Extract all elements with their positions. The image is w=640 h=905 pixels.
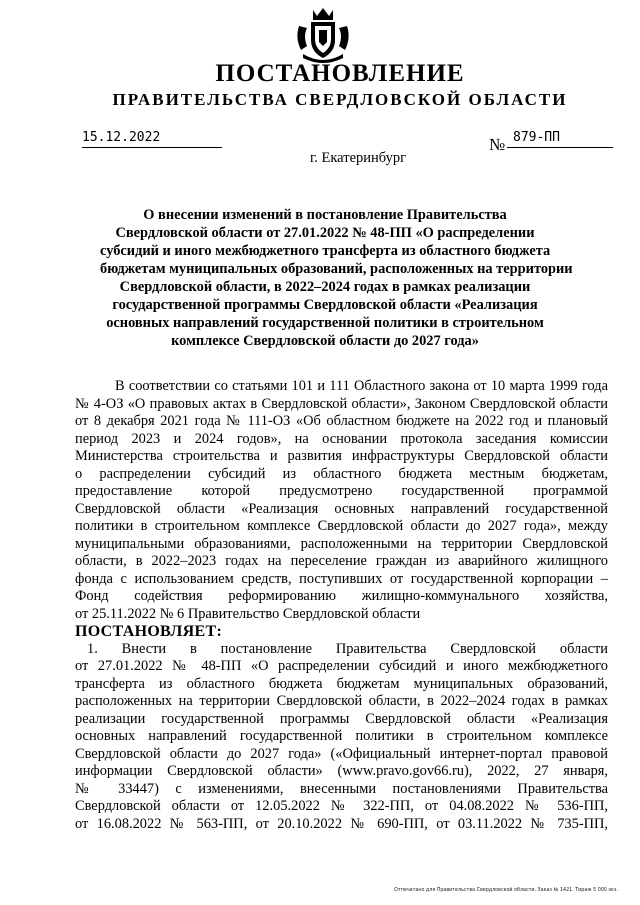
body-line: от 8 декабря 2021 года № 111-ОЗ «Об областном бюджете на 2022 год и плановый [75, 413, 608, 429]
body-line: № 4-ОЗ «О правовых актах в Свердловской области», Законом Свердловской области [75, 395, 608, 412]
document-body [75, 378, 608, 833]
document-subtitle: ПРАВИТЕЛЬСТВА СВЕРДЛОВСКОЙ ОБЛАСТИ [112, 90, 568, 109]
body-line: Министерства строительства и развития инфраструктуры Свердловской области [75, 448, 608, 464]
body-line: период 2023 и 2024 годов», на основании протокола заседания комиссии [75, 430, 608, 447]
body-line: области, в 2022–2023 годах на переселение граждан из аварийного жилищного [75, 553, 608, 569]
heading-line: комплексе Свердловской области до 2027 года» [171, 333, 479, 349]
body-line: реализации государственной программы Свердловской области «Реализация [75, 710, 608, 727]
heading-line: государственной программы Свердловской области «Реализация [112, 297, 538, 313]
body-line: Свердловской области до 2027 года» («Официальный интернет-портал правовой [75, 745, 608, 762]
body-line: политики в строительном комплексе Свердловской области до 2027 года», между [75, 518, 608, 534]
body-line: фонда с использованием средств, поступивших от государственной корпорации – [75, 570, 608, 587]
body-line: муниципальными образованиями, расположенными на территории Свердловской [75, 535, 608, 552]
document-city: г. Екатеринбург [309, 150, 407, 166]
document-heading [100, 206, 573, 350]
heading-line: основных направлений государственной политики в строительном [106, 315, 544, 331]
body-line: основных направлений государственной политики в строительном комплексе [75, 728, 608, 744]
body-line: № 33447) с изменениями, внесенными постановлениями Правительства [75, 780, 608, 797]
body-line: от 27.01.2022 № 48-ПП «О распределении субсидий и иного межбюджетного [75, 658, 608, 674]
body-line: В соответствии со статьями 101 и 111 Областного закона от 10 марта 1999 года [115, 378, 608, 394]
body-line: Свердловской области от 12.05.2022 № 322-ПП, от 04.08.2022 № 536-ПП, [75, 798, 608, 814]
body-line: Свердловской области «Реализация основных направлений государственной [75, 500, 608, 517]
body-line: расположенных на территории Свердловской области, в 2022–2024 годах в рамках [75, 693, 608, 709]
document-date: 15.12.2022 [82, 130, 222, 148]
heading-line: Свердловской области от 27.01.2022 № 48-ПП «О распределении [115, 225, 535, 241]
heading-line: бюджетам муниципальных образований, расположенных на территории [100, 261, 573, 277]
decree-word: ПОСТАНОВЛЯЕТ: [75, 623, 223, 640]
number-sign: № [489, 135, 506, 154]
body-line: о распределении субсидий из областного бюджета местным бюджетам, [75, 465, 608, 482]
heading-line: субсидий и иного межбюджетного трансферта из областного бюджета [100, 243, 551, 259]
body-line: предоставление которой предусмотрено государственной программой [75, 483, 608, 499]
body-line: трансферта из областного бюджета бюджетам муниципальных образований, [75, 675, 608, 692]
document-title: ПОСТАНОВЛЕНИЕ [215, 60, 465, 87]
body-line: от 16.08.2022 № 563-ПП, от 20.10.2022 № 690-ПП, от 03.11.2022 № 735-ПП, [75, 815, 608, 832]
document-number: 879-ПП [507, 130, 613, 148]
body-line: от 25.11.2022 № 6 Правительство Свердловской области [75, 605, 421, 622]
coat-of-arms-icon [293, 6, 353, 64]
body-line: 1. Внести в постановление Правительства Свердловской области [87, 640, 608, 657]
print-footer: Отпечатано для Правительства Свердловской области. Заказ № 1421. Тираж 5 000 экз. [394, 888, 618, 893]
heading-line: О внесении изменений в постановление Правительства [143, 207, 507, 223]
body-line: Фонд содействия реформированию жилищно-коммунального хозяйства, [75, 588, 608, 604]
body-line: информации Свердловской области» (www.pravo.gov66.ru), 2022, 27 января, [75, 763, 608, 779]
heading-line: Свердловской области, в 2022–2024 годах в рамках реализации [119, 279, 531, 295]
